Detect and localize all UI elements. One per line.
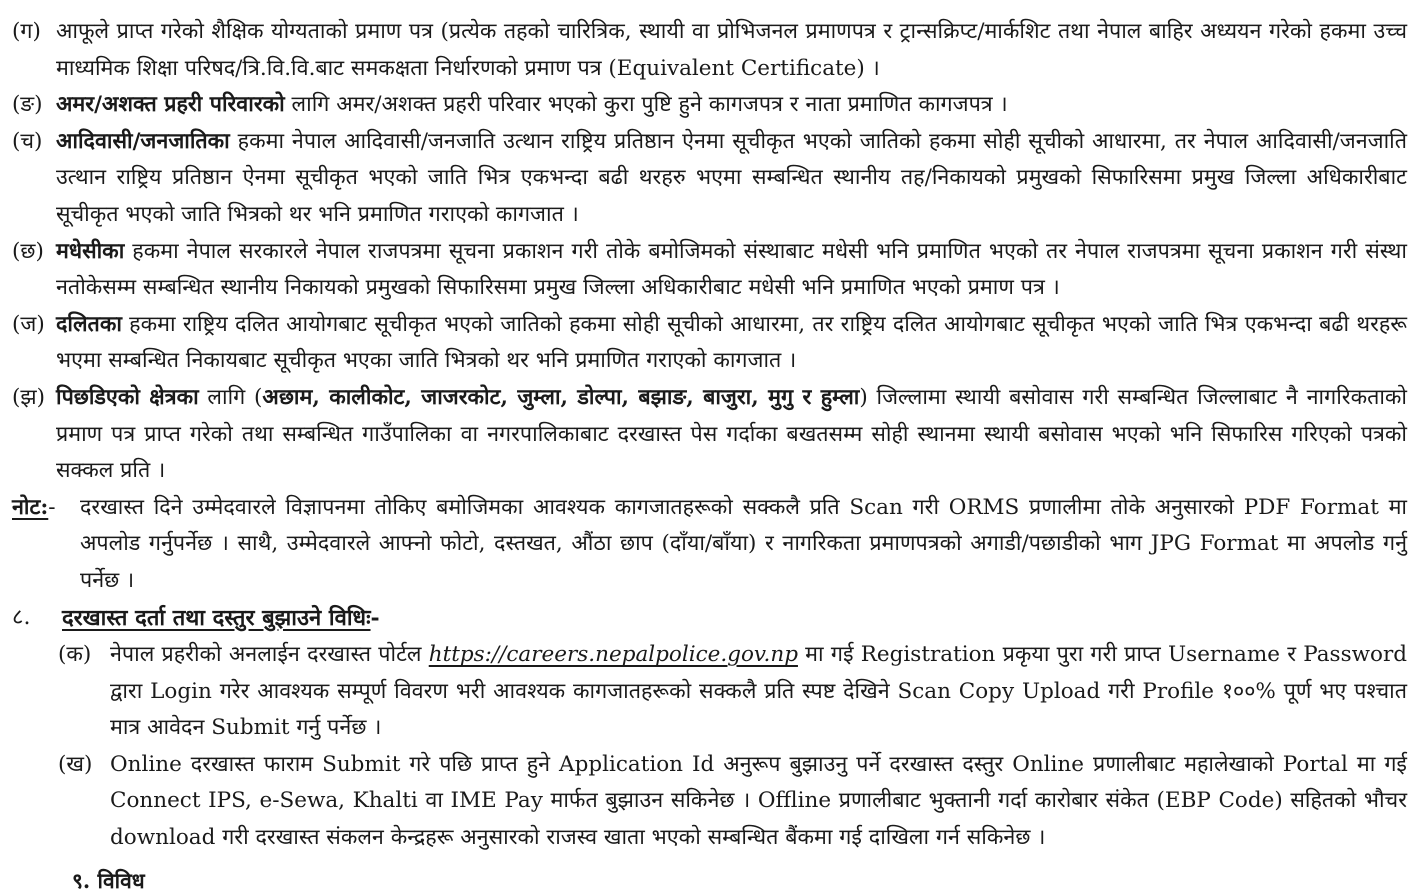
list-item-text: Online दरखास्त फाराम Submit गरे पछि प्राप्त हुने Application Id अनुरूप बुझाउनु पर्ने दरखास्त दस्तुर Online प्रणालीबाट महालेखाको Portal मा गई Connect IPS, e-Sewa, Khalti वा IME Pay मार्फत बुझाउन सकिनेछ । Offline प्रणालीबाट भुक्तानी गर्दा कारोबार संकेत (EBP Code) सहितको भौचर download गरी दरखास्त संकलन केन्द्रहरू अनुसारको राजस्व खाता भएको सम्बन्धित बैंकमा गई दाखिला गर्न सकिनेछ । <box>110 751 1407 851</box>
list-item-ja <box>12 307 1407 380</box>
bold-term: पिछडिएको क्षेत्रका <box>56 384 199 410</box>
note-label: नोट:- <box>12 494 56 520</box>
sub-item-ka <box>12 637 1407 747</box>
list-item-text: पिछडिएको क्षेत्रका लागि (अछाम, कालीकोट, जाजरकोट, जुम्ला, डोल्पा, बझाङ, बाजुरा, मुगु र हुम्ला) जिल्लामा स्थायी बसोवास गरी सम्बन्धित जिल्लाबाट नै नागरिकताको प्रमाण पत्र प्राप्त गरेको तथा सम्बन्धित गाउँपालिका वा नगरपालिकाबाट दरखास्त पेस गर्दाका बखतसम्म सोही स्थानमा स्थायी बसोवास भएको भनि सिफारिस गरिएको पत्रको सक्कल प्रति । <box>56 384 1407 484</box>
list-marker: (क) <box>58 642 92 668</box>
section-heading <box>12 600 1407 638</box>
bold-district-list: अछाम, कालीकोट, जाजरकोट, जुम्ला, डोल्पा, बझाङ, बाजुरा, मुगु र हुम्ला <box>262 384 860 410</box>
list-item-cha <box>12 124 1407 234</box>
list-item-text: मधेसीका हकमा नेपाल सरकारले नेपाल राजपत्रमा सूचना प्रकाशन गरी तोके बमोजिमको संस्थाबाट मधेसी भनि प्रमाणित भएको तर नेपाल राजपत्रमा सूचना प्रकाशन गरी संस्था नतोकेसम्म सम्बन्धित स्थानीय निकायको प्रमुखको सिफारिसमा प्रमुख जिल्ला अधिकारीबाट मधेसी भनि प्रमाणित भएको प्रमाण पत्र । <box>56 238 1407 301</box>
list-marker: (झ) <box>12 384 46 410</box>
list-marker: (ङ) <box>12 92 43 118</box>
cut-off-heading: ९. विविध <box>72 868 145 893</box>
note-text: दरखास्त दिने उम्मेदवारले विज्ञापनमा तोकिए बमोजिमका आवश्यक कागजातहरूको सक्कलै प्रति Scan गरी ORMS प्रणालीमा तोके अनुसारको PDF Format मा अपलोड गर्नुपर्नेछ । साथै, उम्मेदवारले आफ्नो फोटो, दस्तखत, औंठा छाप (दाँया/बाँया) र नागरिकता प्रमाणपत्रको अगाडी/पछाडीको भाग JPG Format मा अपलोड गर्नु पर्नेछ । <box>80 494 1407 593</box>
list-item-text: आफूले प्राप्त गरेको शैक्षिक योग्यताको प्रमाण पत्र (प्रत्येक तहको चारित्रिक, स्थायी वा प्रोभिजनल प्रमाणपत्र र ट्रान्सक्रिप्ट/मार्कशिट तथा नेपाल बाहिर अध्ययन गरेको हकमा उच्च माध्यमिक शिक्षा परिषद/त्रि.वि.वि.बाट समकक्षता निर्धारणको प्रमाण पत्र (Equivalent Certificate) । <box>56 19 1407 81</box>
list-marker: (च) <box>12 128 43 154</box>
list-item-text: दलितका हकमा राष्ट्रिय दलित आयोगबाट सूचीकृत भएको जातिको हकमा सोही सूचीको आधारमा, तर राष्ट्रिय दलित आयोगबाट सूचीकृत भएको जाति भित्र एकभन्दा बढी थरहरू भएमा सम्बन्धित निकायबाट सूचीकृत भएका जाति भित्रको थर भनि प्रमाणित गराएको कागजात । <box>56 311 1407 374</box>
list-item-ga <box>12 14 1407 87</box>
list-marker: (ज) <box>12 311 45 337</box>
bold-term: दलितका <box>56 311 122 337</box>
list-marker: (ग) <box>12 19 41 44</box>
note-block <box>12 490 1407 600</box>
portal-link[interactable]: https://careers.nepalpolice.gov.np <box>428 642 798 668</box>
list-item-text: नेपाल प्रहरीको अनलाईन दरखास्त पोर्टल https://careers.nepalpolice.gov.np मा गई Registration प्रकृया पुरा गरी प्राप्त Username र Password द्वारा Login गरेर आवश्यक सम्पूर्ण विवरण भरी आवश्यक कागजातहरूको सक्कलै प्रति स्पष्ट देखिने Scan Copy Upload गरी Profile १००% पूर्ण भए पश्चात मात्र आवेदन Submit गर्नु पर्नेछ । <box>110 642 1407 741</box>
bold-term: मधेसीका <box>56 238 125 264</box>
list-item-nga <box>12 87 1407 124</box>
sub-item-kha <box>12 747 1407 857</box>
bold-term: अमर/अशक्त प्रहरी परिवारको <box>56 92 285 118</box>
list-item-chha <box>12 234 1407 307</box>
section-title: दरखास्त दर्ता तथा दस्तुर बुझाउने विधिः- <box>62 604 380 631</box>
list-item-text: आदिवासी/जनजातिका हकमा नेपाल आदिवासी/जनजाति उत्थान राष्ट्रिय प्रतिष्ठान ऐनमा सूचीकृत भएको जातिको हकमा सोही सूचीको आधारमा, तर नेपाल आदिवासी/जनजाति उत्थान राष्ट्रिय प्रतिष्ठान ऐनमा सूचीकृत भएको जाति भित्र एकभन्दा बढी थरहरु भएमा सम्बन्धित स्थानीय तह/निकायको प्रमुखको सिफारिसमा प्रमुख जिल्ला अधिकारीबाट सूचीकृत भएको जाति भित्रको थर भनि प्रमाणित गराएको कागजात । <box>56 128 1407 227</box>
list-item-jha <box>12 380 1407 490</box>
list-item-text: अमर/अशक्त प्रहरी परिवारको लागि अमर/अशक्त प्रहरी परिवार भएको कुरा पुष्टि हुने कागजपत्र र नाता प्रमाणित कागजपत्र । <box>56 92 1008 118</box>
list-marker: (ख) <box>58 751 93 777</box>
section-number: ८. <box>12 604 31 630</box>
bold-term: आदिवासी/जनजातिका <box>56 128 230 154</box>
list-marker: (छ) <box>12 238 44 264</box>
